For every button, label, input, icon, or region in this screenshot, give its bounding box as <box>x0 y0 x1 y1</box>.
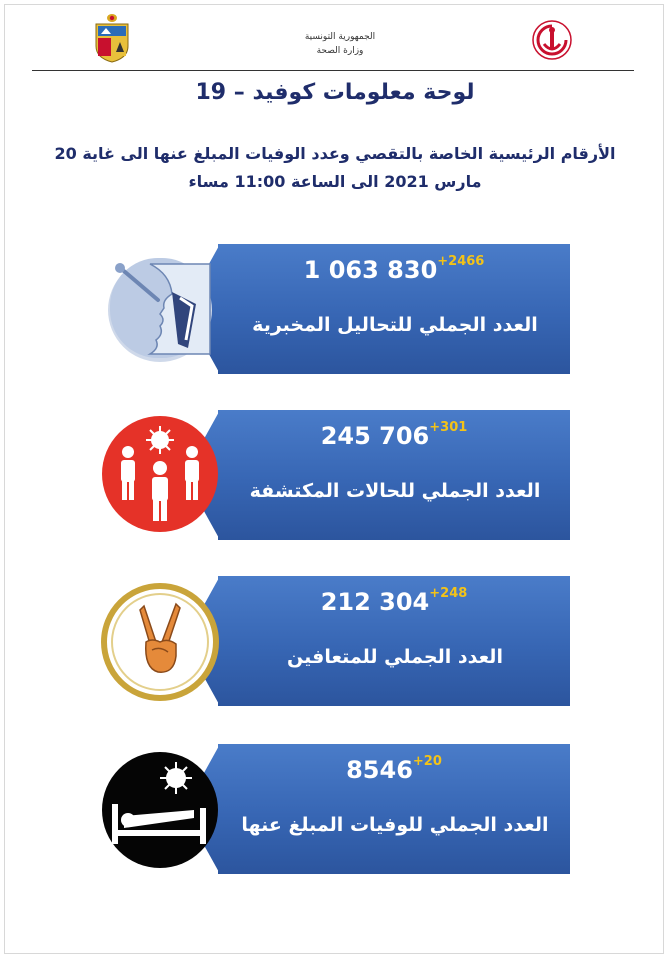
stat-label: العدد الجملي للحالات المكتشفة <box>249 480 541 502</box>
health-ministry-logo-icon <box>532 20 572 60</box>
subtitle-line-2: مارس 2021 الى الساعة 11:00 مساء <box>188 172 482 191</box>
tunisia-coat-of-arms-icon <box>92 12 132 64</box>
stat-card-cases <box>100 410 570 540</box>
virus-people-icon <box>100 410 224 540</box>
stat-number: 212 304 <box>320 588 430 616</box>
header-text <box>240 30 440 58</box>
ministry-name: وزارة الصحة <box>316 46 364 56</box>
stat-increase: +301 <box>429 420 468 435</box>
republic-name: الجمهورية التونسية <box>304 32 376 42</box>
stat-label: العدد الجملي للتحاليل المخبرية <box>252 314 538 336</box>
stat-card-deaths <box>100 744 570 874</box>
stat-number: 1 063 830 <box>303 256 438 284</box>
stat-number: 8546 <box>346 756 413 784</box>
header <box>0 0 670 80</box>
stat-value <box>218 422 570 450</box>
page-title: لوحة معلومات كوفيد – 19 <box>195 80 475 105</box>
patient-bed-virus-icon <box>100 744 224 874</box>
stat-increase: +248 <box>429 586 468 601</box>
stat-label: العدد الجملي للمتعافين <box>287 646 503 668</box>
stat-increase: +20 <box>412 754 442 769</box>
stat-value <box>218 756 570 784</box>
subtitle <box>50 140 620 196</box>
subtitle-line-1: الأرقام الرئيسية الخاصة بالتقصي وعدد الوفيات المبلغ عنها الى غاية 20 <box>54 144 616 163</box>
stat-increase: +2466 <box>437 254 485 269</box>
stat-card-recovered <box>100 576 570 706</box>
stat-value <box>218 256 570 284</box>
stat-card-tests <box>100 244 570 374</box>
stat-value <box>218 588 570 616</box>
header-divider <box>32 70 634 71</box>
swab-test-icon <box>100 244 224 374</box>
victory-hand-icon <box>100 576 224 706</box>
stat-number: 245 706 <box>320 422 430 450</box>
stat-label: العدد الجملي للوفيات المبلغ عنها <box>241 814 549 836</box>
